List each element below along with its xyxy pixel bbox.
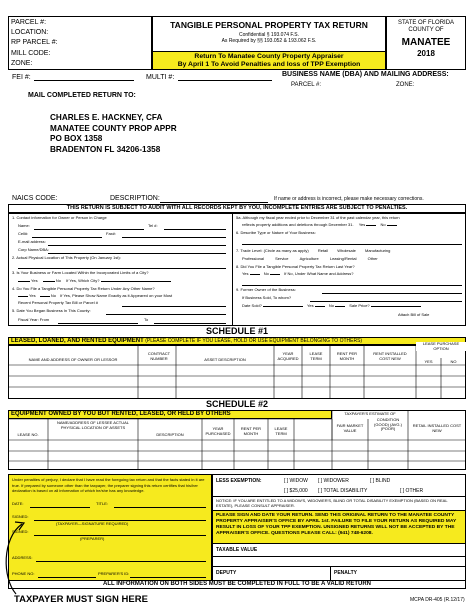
- location-label: LOCATION:: [11, 29, 49, 37]
- sale-price-field[interactable]: [371, 306, 421, 307]
- business-parcel-label: PARCEL #:: [291, 82, 322, 88]
- exemption-widow[interactable]: [ ] WIDOW: [284, 478, 308, 484]
- q1-tel-label: Tel #:: [148, 223, 158, 228]
- q5a-answer-row: [242, 223, 397, 228]
- schedule1-bar-note: (PLEASE COMPLETE IF YOU LEASE, HOLD OR USE EQUIPMENT BELONGING TO OTHERS): [145, 338, 363, 344]
- q7-row: [236, 249, 466, 254]
- q1-tel-field[interactable]: [164, 229, 226, 230]
- trade-retail[interactable]: Retail: [317, 248, 329, 253]
- phone-field[interactable]: [38, 577, 96, 578]
- preparer-signature-field[interactable]: [34, 535, 206, 536]
- q5a-text: reflects property additions and deletions through December 31.: [242, 222, 354, 227]
- q5a-no-blank[interactable]: [387, 225, 397, 226]
- mail-line-3: PO BOX 1358: [50, 134, 103, 143]
- county-of-label: COUNTY OF: [408, 27, 444, 34]
- q7-label: 7. Trade Level: (Circle as many as apply): [236, 248, 309, 253]
- sale-price-label: Sale Price?: [349, 303, 370, 308]
- q5-label: 5. Date You Began Business In This County:: [12, 308, 91, 313]
- penalty-label: PENALTY: [334, 570, 357, 576]
- zone-label: ZONE:: [11, 59, 33, 67]
- mail-line-2: MANATEE COUNTY PROP APPR: [50, 123, 177, 133]
- s2-col-lease: LEASE NO.: [17, 432, 39, 437]
- date-sold-label: Date Sold?: [242, 303, 262, 308]
- q3-city-field[interactable]: [101, 281, 171, 282]
- title-box: [152, 16, 386, 70]
- exemption-label: LESS EXEMPTION:: [216, 478, 262, 484]
- sale-no-label: No: [328, 303, 334, 308]
- perjury-title-field[interactable]: [114, 507, 206, 508]
- fei-field[interactable]: [34, 80, 134, 81]
- s1-col-owner: NAME AND ADDRESS OF OWNER OR LESSOR: [28, 357, 118, 362]
- sale-yes-label: Yes: [307, 303, 314, 308]
- trade-service[interactable]: Service: [275, 256, 289, 261]
- trade-agriculture[interactable]: Agriculture: [299, 256, 319, 261]
- audit-text: THIS RETURN IS SUBJECT TO AUDIT WITH ALL RECORDS KEPT BY YOU, INCOMPLETE ENTRIES ARE SUBJECT TO PENALTIES.: [66, 205, 408, 211]
- signed-label-2: SIGNED:: [12, 529, 29, 534]
- taxable-spacer[interactable]: [212, 557, 466, 566]
- description-field[interactable]: [160, 202, 268, 203]
- county-name: MANATEE: [401, 37, 451, 49]
- s1-col-option: LEASE PURCHASE OPTION: [416, 342, 466, 351]
- multi-label: MULTI #:: [146, 74, 175, 81]
- trade-professional[interactable]: Professional: [242, 256, 265, 261]
- exemption-divider: [212, 496, 466, 497]
- q4-no-blank[interactable]: [40, 296, 50, 297]
- mail-address: [50, 113, 177, 155]
- s2-col-year: YEAR PURCHASED: [205, 426, 231, 436]
- multi-field[interactable]: [178, 80, 272, 81]
- q8-yes-blank[interactable]: [250, 274, 260, 275]
- taxable-label: TAXABLE VALUE: [216, 547, 258, 553]
- q5a-yes-label: Yes: [358, 222, 366, 227]
- s2-col-term: LEASE TERM: [274, 426, 288, 436]
- schedule1-bar: [8, 337, 466, 345]
- description-label: DESCRIPTION:: [110, 195, 160, 202]
- q5-field[interactable]: [106, 314, 226, 315]
- exemption-notice: NOTICE: IF YOU ARE ENTITLED TO A WIDOW'S, WIDOWER'S, BLIND OR TOTAL DISABILITY EXEMPTION (BASED ON REAL ESTATE), PLEASE CONSULT APPRAISER.: [216, 498, 448, 508]
- s1-col-term: LEASE TERM: [309, 351, 323, 361]
- required-by-note: As Required by §§ 193.052 & 193.062 F.S.: [221, 38, 317, 44]
- q1-corp-label: Corp Name/DBA:: [18, 247, 49, 252]
- header-left-labels: [11, 18, 151, 69]
- trade-wholesale[interactable]: Wholesale: [337, 248, 356, 253]
- trade-other[interactable]: Other: [367, 256, 378, 261]
- q1-name-label: Name:: [18, 223, 30, 228]
- s1-col-yes: YES: [424, 359, 433, 364]
- s1-col-contract: CONTRACT NUMBER: [147, 351, 171, 361]
- q8-field[interactable]: [242, 285, 462, 286]
- naics-label: NAICS CODE:: [12, 195, 58, 202]
- q1-cell-field[interactable]: [32, 237, 102, 238]
- mail-line-1: CHARLES E. HACKNEY, CFA: [50, 113, 163, 122]
- mill-code-label: MILL CODE:: [11, 49, 51, 57]
- form-number: MCPA DR-405 (R.12/17): [410, 597, 465, 603]
- q4-answer-row: [18, 294, 230, 299]
- q5a-label: 5a. Although my fiscal year ended prior to December 31 of the past calendar year, this return: [236, 215, 400, 220]
- q8-label: 8. Did You File a Tangible Personal Property Tax Return Last Year?: [236, 264, 355, 269]
- q6-field[interactable]: [242, 244, 462, 245]
- perjury-date-label: DATE:: [12, 501, 24, 506]
- q3-yes-label: Yes: [31, 278, 38, 283]
- address-field[interactable]: [36, 561, 206, 562]
- q3-city-label: If Yes, Which City?: [66, 278, 100, 283]
- sale-no-blank[interactable]: [335, 306, 345, 307]
- instructions-box: [213, 510, 465, 544]
- deputy-label: DEPUTY: [216, 570, 237, 576]
- q4-label: 4. Do You File a Tangible Personal Property Tax Return Under Any Other Name?: [12, 286, 155, 291]
- fiscal-to-label: To: [144, 317, 149, 322]
- q1-name-field[interactable]: [34, 229, 144, 230]
- exemption-blind[interactable]: [ ] BLIND: [370, 478, 391, 484]
- all-info-text: ALL INFORMATION ON BOTH SIDES MUST BE COMPLETED IN FULL TO BE A VALID RETURN: [103, 581, 371, 587]
- business-heading: BUSINESS NAME (DBA) AND MAILING ADDRESS:: [282, 71, 449, 78]
- q5a-yes-blank[interactable]: [366, 225, 376, 226]
- banner-line-2: By April 1 To Avoid Penalties and loss of TPP Exemption: [177, 61, 361, 69]
- business-zone-label: ZONE:: [396, 82, 415, 88]
- q3-label: 3. Is Your Business or Farm Located Within the Incorporated Limits of a City?: [12, 270, 149, 275]
- q9-sold-label: If Business Sold, To whom?: [242, 295, 292, 300]
- perjury-text: Under penalties of perjury, I declare that I have read the foregoing tax return and that the facts stated in it are true. If prepared by someone other than the taxpayer, the preparer signing this return certifies that his/her declaration is based on all information of which he/she has any knowledge.: [12, 477, 205, 494]
- perjury-date-field[interactable]: [30, 507, 90, 508]
- s2-col-retail: RETAIL INSTALLED COST NEW: [412, 423, 462, 433]
- fei-label: FEI #:: [12, 74, 31, 81]
- taxpayer-signature-caption: (TAXPAYER—SIGNATURE REQUIRED): [56, 521, 129, 526]
- s1-col-cost: RENT INSTALLED COST NEW: [373, 351, 407, 361]
- q9-field[interactable]: [322, 293, 462, 294]
- fiscal-to-field[interactable]: [154, 323, 226, 324]
- exemption-disability[interactable]: [ ] TOTAL DISABILITY: [318, 488, 368, 494]
- q5a-no-label: No: [380, 222, 386, 227]
- q1-fax-label: Fax#:: [106, 231, 117, 236]
- questions-divider: [232, 213, 233, 326]
- q3-answer-row: [18, 279, 228, 284]
- trade-leasing[interactable]: Leasing/Rental: [329, 256, 357, 261]
- schedule2-title: SCHEDULE #2: [205, 399, 268, 409]
- banner-line-1: Return To Manatee County Property Appraiser: [194, 52, 344, 60]
- preparer-id-label: PREPARER'S ID:: [98, 571, 130, 576]
- q4-no-label: No: [50, 293, 56, 298]
- preparer-id-field[interactable]: [130, 577, 206, 578]
- sale-yes-blank[interactable]: [315, 306, 325, 307]
- s1-col-asset: ASSET DESCRIPTION: [204, 357, 246, 362]
- rp-parcel-label: RP PARCEL #:: [11, 39, 58, 47]
- s2-col-fmv: FAIR MARKET VALUE: [336, 423, 364, 433]
- q1-cell-label: Cell#:: [18, 231, 29, 236]
- q9-sale-row: [242, 304, 421, 309]
- attach-bill-label: Attach Bill of Sale: [398, 312, 430, 317]
- q9-label: 9. Former Owner of the Business:: [236, 287, 296, 292]
- q2-field[interactable]: [18, 268, 226, 269]
- exemption-widower[interactable]: [ ] WIDOWER: [318, 478, 349, 484]
- exemption-other[interactable]: [ ] OTHER: [400, 488, 424, 494]
- parcel-label: PARCEL #:: [11, 19, 47, 26]
- q1-fax-field[interactable]: [122, 237, 226, 238]
- all-info-bar: [8, 580, 466, 589]
- s2-estimate-label: TAXPAYER'S ESTIMATE OF: [344, 411, 396, 416]
- county-box: [386, 16, 466, 70]
- instructions-text: PLEASE SIGN AND DATE YOUR RETURN. SEND THIS ORIGINAL RETURN TO THE MANATEE COUNTY PROPERTY APPRAISER'S OFFICE BY APRIL 1st. FAILURE TO FILE YOUR RETURN AS REQUIRED MAY RESULT IN LOSS OF YOUR TPP EXEMPTION. UNSIGNED RETURNS WILL NOT BE ACCEPTED BY THE APPRAISER'S OFFICE. QUESTIONS PLEASE CALL: (941) 748-6208.: [216, 513, 457, 536]
- schedule1-title: SCHEDULE #1: [205, 326, 268, 336]
- q4-parcel-field[interactable]: [122, 306, 226, 307]
- schedule1-bar-title: LEASED, LOANED, AND RENTED EQUIPMENT: [11, 338, 144, 344]
- phone-label: PHONE NO:: [12, 571, 35, 576]
- q9-sold-field[interactable]: [310, 301, 462, 302]
- fiscal-from-label: Fiscal Year: From: [18, 317, 50, 322]
- s2-col-description: DESCRIPTION: [156, 432, 184, 437]
- q6-label: 6. Describe Type or Nature of Your Business:: [236, 230, 316, 235]
- s2-col-lessee: NAME/ADDRESS OF LESSEE ACTUAL PHYSICAL LOCATION OF ASSETS: [56, 420, 130, 430]
- q8-answer-row: [242, 272, 354, 277]
- q2-label: 2. Actual Physical Location of This Property (On January 1st):: [12, 255, 121, 260]
- q1-email-label: E-mail address:: [18, 239, 46, 244]
- s1-col-year: YEAR ACQUIRED: [277, 351, 299, 361]
- schedule2-bar-text: EQUIPMENT OWNED BY YOU BUT RENTED, LEASED, OR HELD BY OTHERS: [11, 411, 231, 417]
- q8-no-blank[interactable]: [270, 274, 280, 275]
- q8-yes-label: Yes: [242, 271, 249, 276]
- taxpayer-must-sign: TAXPAYER MUST SIGN HERE: [14, 594, 148, 605]
- penalty-divider: [330, 566, 331, 580]
- q1-heading: 1. Contact information for Owner or Person in Charge: [12, 215, 107, 220]
- q3-no-label: No: [55, 278, 61, 283]
- return-banner: [153, 51, 385, 69]
- q1-email-field[interactable]: [48, 245, 226, 246]
- sign-here-arrow-icon: [0, 520, 40, 600]
- mail-heading: MAIL COMPLETED RETURN TO:: [28, 92, 136, 99]
- s2-col-condition: CONDITION (GOOD) (AVG.) (POOR): [374, 417, 402, 432]
- deputy-divider: [212, 566, 466, 567]
- tax-year: 2018: [417, 49, 435, 59]
- q1-corp-field[interactable]: [48, 253, 226, 254]
- exemption-amount[interactable]: [ ] $25,000: [284, 488, 308, 494]
- trade-manufacturing[interactable]: Manufacturing: [365, 248, 391, 253]
- date-sold-field[interactable]: [263, 306, 303, 307]
- confidential-note: Confidential § 193.074 F.S.: [238, 32, 300, 38]
- q8-no-label: No: [263, 271, 269, 276]
- form-title: TANGIBLE PERSONAL PROPERTY TAX RETURN: [170, 20, 368, 30]
- s2-col-rent: RENT PER MONTH: [240, 426, 262, 436]
- q4-yes-blank[interactable]: [18, 296, 28, 297]
- q4-parcel-label: Recent Personal Property Tax Bill or Parcel #: [18, 300, 98, 305]
- preparer-caption: (PREPARER): [80, 536, 105, 541]
- state-label: STATE OF FLORIDA: [397, 20, 455, 26]
- mail-line-4: BRADENTON FL 34206-1358: [50, 144, 161, 154]
- business-correction-note: If name or address is incorrect, please make necessary corrections.: [274, 196, 424, 202]
- perjury-title-label: TITLE:: [96, 501, 109, 506]
- fiscal-from-field[interactable]: [58, 323, 138, 324]
- signed-label-1: SIGNED:: [12, 514, 29, 519]
- q4-name-label: If Yes, Please Show Name Exactly as it Appeared on your Most: [60, 293, 173, 298]
- q4-yes-label: Yes: [29, 293, 36, 298]
- q3-yes-blank[interactable]: [18, 281, 30, 282]
- audit-bar: [8, 204, 466, 213]
- s1-col-no: NO: [450, 359, 457, 364]
- address-label: ADDRESS:: [12, 555, 33, 560]
- s1-col-rent: RENT PER MONTH: [336, 351, 358, 361]
- q3-no-blank[interactable]: [43, 281, 55, 282]
- q8-name-label: If No, Under What Name and Address?: [284, 271, 354, 276]
- q7-row-2: [242, 257, 466, 262]
